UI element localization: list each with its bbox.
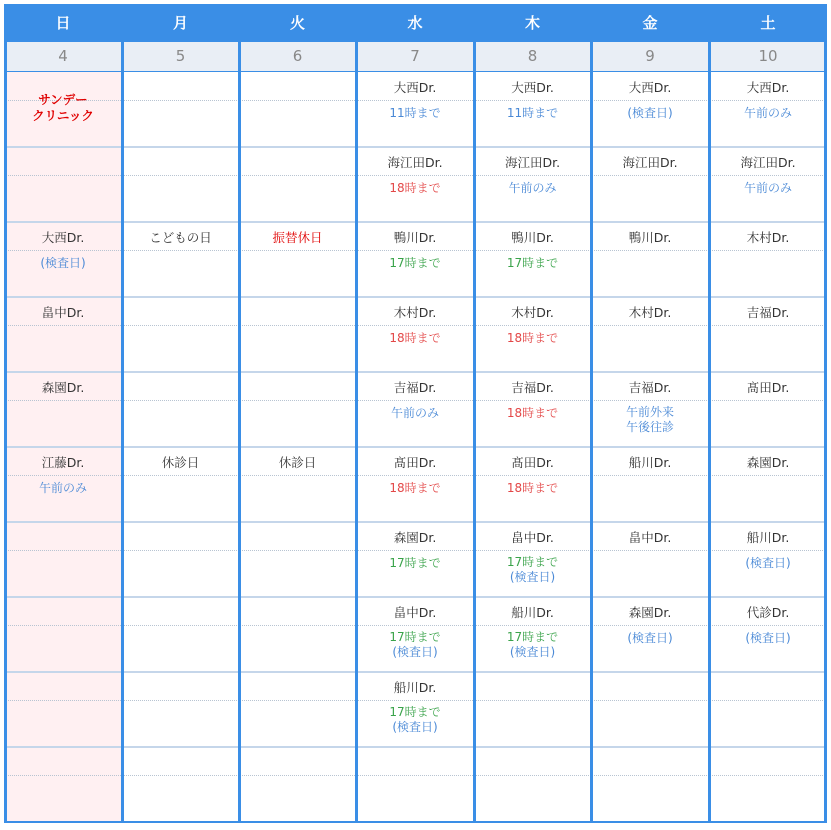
doctor-name: 木村Dr. xyxy=(511,305,554,320)
holiday-label: 振替休日 xyxy=(272,230,323,245)
doctor-name: 髙田Dr. xyxy=(393,455,437,470)
schedule-cell xyxy=(4,372,122,447)
doctor-name: 木村Dr. xyxy=(746,230,790,245)
schedule-cell xyxy=(709,447,827,522)
doctor-name: 木村Dr. xyxy=(628,305,672,320)
doctor-name: 吉福Dr. xyxy=(628,380,672,395)
doctor-name: 森園Dr. xyxy=(628,605,672,620)
doctor-note xyxy=(709,106,827,121)
doctor-note xyxy=(356,406,474,421)
schedule-cell xyxy=(709,72,827,147)
doctor-name: こどもの日 xyxy=(149,230,212,245)
note-line: (検査日) xyxy=(40,256,86,270)
doctor-name: 鴨川Dr. xyxy=(628,230,672,245)
bottom-border xyxy=(4,821,827,823)
doctor-name: 鴨川Dr. xyxy=(393,230,437,245)
note-line: 午前外来 xyxy=(625,405,674,419)
note-line: 午前のみ xyxy=(390,406,439,420)
doctor-note xyxy=(474,481,591,496)
doctor-name: 大西Dr. xyxy=(746,80,790,95)
schedule-cell xyxy=(474,522,591,597)
row-dotted-divider xyxy=(4,775,827,776)
doctor-name: 畠中Dr. xyxy=(628,530,672,545)
note-line: 11時まで xyxy=(506,106,559,120)
doctor-name: 森園Dr. xyxy=(746,455,790,470)
weekday-header: 金 xyxy=(591,4,709,40)
doctor-name: 大西Dr. xyxy=(628,80,672,95)
doctor-name: 海江田Dr. xyxy=(622,155,678,170)
doctor-note xyxy=(474,331,591,346)
doctor-name: 休診日 xyxy=(161,455,200,470)
doctor-note xyxy=(591,631,709,646)
weekday-header: 火 xyxy=(239,4,356,40)
note-line: 17時まで xyxy=(389,256,441,270)
note-line: 18時まで xyxy=(389,331,441,345)
weekday-header: 月 xyxy=(122,4,239,40)
doctor-name: 海江田Dr. xyxy=(740,155,796,170)
doctor-name: 船川Dr. xyxy=(628,455,672,470)
schedule-cell xyxy=(474,597,591,672)
doctor-note xyxy=(709,181,827,196)
doctor-name: 大西Dr. xyxy=(41,230,85,245)
note-line: 午後往診 xyxy=(625,420,674,434)
note-line: (検査日) xyxy=(627,106,673,120)
note-line: (検査日) xyxy=(509,570,556,584)
schedule-calendar xyxy=(4,4,827,823)
schedule-cell xyxy=(709,522,827,597)
schedule-cell xyxy=(356,672,474,747)
schedule-cell xyxy=(591,597,709,672)
schedule-cell xyxy=(4,297,122,372)
schedule-cell xyxy=(709,147,827,222)
doctor-name: 江藤Dr. xyxy=(41,455,85,470)
doctor-note xyxy=(356,106,474,121)
doctor-note xyxy=(4,481,122,496)
date-number: 6 xyxy=(239,40,356,72)
note-line: 18時まで xyxy=(506,481,559,495)
schedule-cell xyxy=(474,147,591,222)
schedule-cell xyxy=(356,597,474,672)
schedule-cell xyxy=(591,522,709,597)
note-line: 午前のみ xyxy=(743,181,792,195)
doctor-note xyxy=(356,181,474,196)
weekday-header: 土 xyxy=(709,4,827,40)
schedule-cell xyxy=(591,447,709,522)
doctor-note xyxy=(709,631,827,646)
doctor-name: 吉福Dr. xyxy=(393,380,437,395)
weekday-header: 水 xyxy=(356,4,474,40)
doctor-name: 船川Dr. xyxy=(511,605,554,620)
doctor-name: 海江田Dr. xyxy=(504,155,561,170)
note-line: 17時まで xyxy=(506,630,559,644)
doctor-name: 髙田Dr. xyxy=(746,380,790,395)
doctor-name: 畠中Dr. xyxy=(41,305,85,320)
schedule-cell xyxy=(356,72,474,147)
date-number: 4 xyxy=(4,40,122,72)
header-divider xyxy=(4,40,827,42)
schedule-cell xyxy=(474,447,591,522)
doctor-name: 海江田Dr. xyxy=(387,155,443,170)
note-line: 18時まで xyxy=(389,481,441,495)
schedule-cell xyxy=(474,372,591,447)
date-number: 8 xyxy=(474,40,591,72)
doctor-name: 森園Dr. xyxy=(393,530,437,545)
doctor-note xyxy=(356,481,474,496)
doctor-name: 吉福Dr. xyxy=(746,305,790,320)
note-line: 18時まで xyxy=(506,406,559,420)
schedule-cell xyxy=(239,447,356,522)
note-line: (検査日) xyxy=(745,556,791,570)
note-line: 18時まで xyxy=(506,331,559,345)
note-line: 17時まで xyxy=(506,256,559,270)
schedule-cell xyxy=(356,447,474,522)
note-line: 午前のみ xyxy=(38,481,87,495)
note-line: 17時まで xyxy=(389,630,441,644)
note-line: (検査日) xyxy=(627,631,673,645)
note-line: (検査日) xyxy=(509,645,556,659)
schedule-cell xyxy=(709,372,827,447)
weekday-header: 日 xyxy=(4,4,122,40)
schedule-cell xyxy=(709,297,827,372)
sunday-clinic-line: サンデー xyxy=(38,92,88,107)
column-divider xyxy=(238,4,241,823)
note-line: (検査日) xyxy=(392,720,438,734)
doctor-name: 髙田Dr. xyxy=(511,455,554,470)
schedule-cell xyxy=(591,297,709,372)
doctor-name: 畠中Dr. xyxy=(511,530,554,545)
doctor-note xyxy=(356,556,474,571)
doctor-note xyxy=(474,630,591,660)
date-number: 5 xyxy=(122,40,239,72)
doctor-name: 大西Dr. xyxy=(393,80,437,95)
doctor-note xyxy=(474,106,591,121)
note-line: 17時まで xyxy=(506,555,559,569)
schedule-cell xyxy=(4,222,122,297)
schedule-cell xyxy=(474,222,591,297)
sunday-clinic-text xyxy=(4,92,122,124)
note-line: (検査日) xyxy=(745,631,791,645)
note-line: (検査日) xyxy=(392,645,438,659)
schedule-cell xyxy=(474,297,591,372)
doctor-note xyxy=(474,555,591,585)
doctor-name: 代診Dr. xyxy=(746,605,790,620)
schedule-cell xyxy=(356,372,474,447)
schedule-cell xyxy=(4,447,122,522)
doctor-name: 船川Dr. xyxy=(746,530,790,545)
date-number: 7 xyxy=(356,40,474,72)
schedule-cell xyxy=(591,72,709,147)
date-number: 10 xyxy=(709,40,827,72)
doctor-name: 休診日 xyxy=(278,455,317,470)
doctor-name: 森園Dr. xyxy=(41,380,85,395)
note-line: 午前のみ xyxy=(508,181,557,195)
doctor-note xyxy=(356,705,474,735)
note-line: 11時まで xyxy=(389,106,441,120)
schedule-cell xyxy=(356,297,474,372)
schedule-cell xyxy=(356,147,474,222)
doctor-name: 吉福Dr. xyxy=(511,380,554,395)
doctor-note xyxy=(709,556,827,571)
schedule-cell xyxy=(591,222,709,297)
weekday-header: 木 xyxy=(474,4,591,40)
schedule-cell xyxy=(122,222,239,297)
schedule-cell xyxy=(239,222,356,297)
schedule-cell xyxy=(591,147,709,222)
schedule-cell xyxy=(591,372,709,447)
doctor-note xyxy=(474,406,591,421)
doctor-name: 船川Dr. xyxy=(393,680,437,695)
date-number: 9 xyxy=(591,40,709,72)
doctor-note xyxy=(591,106,709,121)
doctor-note xyxy=(591,405,709,435)
doctor-name: 木村Dr. xyxy=(393,305,437,320)
doctor-note xyxy=(474,256,591,271)
schedule-cell xyxy=(709,222,827,297)
doctor-name: 畠中Dr. xyxy=(393,605,437,620)
doctor-note xyxy=(4,256,122,271)
doctor-name: 大西Dr. xyxy=(511,80,554,95)
schedule-cell xyxy=(474,72,591,147)
doctor-note xyxy=(356,630,474,660)
note-line: 17時まで xyxy=(389,556,441,570)
schedule-cell xyxy=(122,447,239,522)
doctor-note xyxy=(474,181,591,196)
schedule-cell xyxy=(356,522,474,597)
schedule-cell xyxy=(356,222,474,297)
schedule-cell xyxy=(709,597,827,672)
note-line: 18時まで xyxy=(389,181,441,195)
note-line: 午前のみ xyxy=(743,106,792,120)
doctor-name: 鴨川Dr. xyxy=(511,230,554,245)
doctor-note xyxy=(356,256,474,271)
sunday-clinic-line: クリニック xyxy=(32,108,94,123)
doctor-note xyxy=(356,331,474,346)
note-line: 17時まで xyxy=(389,705,441,719)
sunday-clinic-label xyxy=(4,72,122,147)
